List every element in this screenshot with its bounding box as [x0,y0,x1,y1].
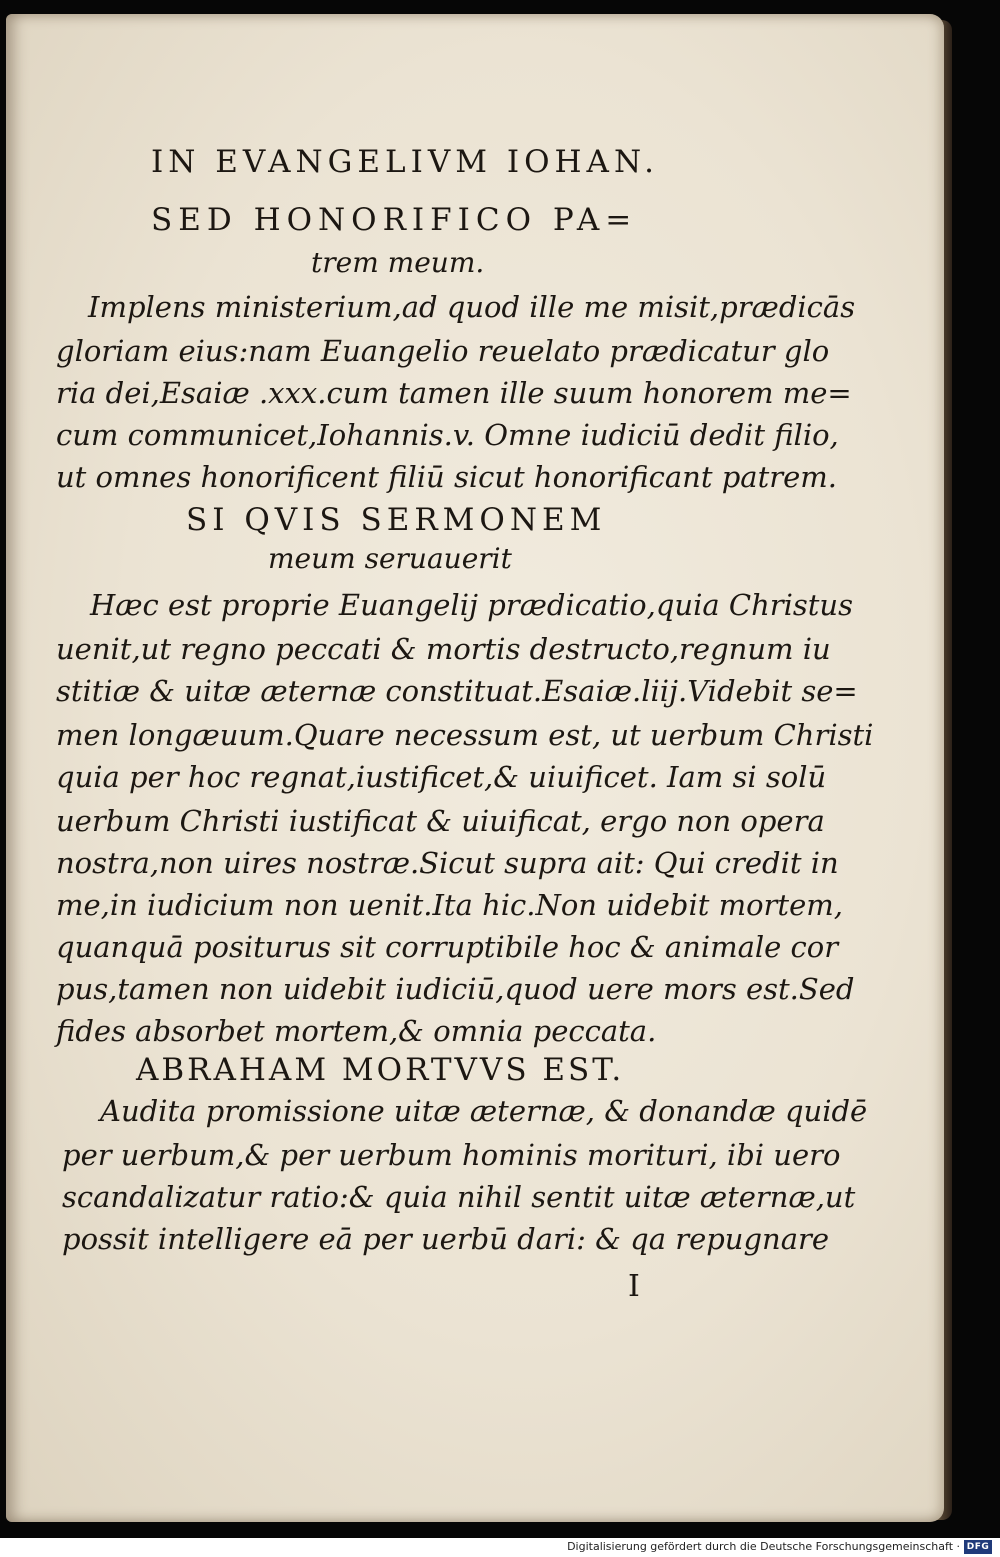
text-line: fides absorbet mortem,& omnia peccata. [56,1014,657,1048]
text-line: me,in iudicium non uenit.Ita hic.Non uidebit mortem, [56,888,843,922]
text-line: men longæuum.Quare necessum est, ut uerbum Christi [56,718,874,752]
funding-credit: Digitalisierung gefördert durch die Deutsche Forschungsgemeinschaft · [567,1540,960,1553]
text-line: per uerbum,& per uerbum hominis morituri, ibi uero [62,1138,841,1172]
text-line: quia per hoc regnat,iustificet,& uiuificet. Iam si solū [56,760,827,794]
text-line: stitiæ & uitæ æternæ constituat.Esaiæ.liij.Videbit se= [56,674,858,708]
text-line: ria dei,Esaiæ .xxx.cum tamen ille suum honorem me= [56,376,852,410]
section-heading: SI QVIS SERMONEM [186,502,607,538]
dfg-logo: DFG [964,1540,992,1554]
text-line: cum communicet,Iohannis.v. Omne iudiciū dedit filio, [56,418,839,452]
text-line: Hæc est proprie Euangelij prædicatio,quia Christus [90,588,853,622]
text-line: possit intelligere eā per uerbū dari: & qa repugnare [62,1222,830,1256]
section-heading: ABRAHAM MORTVVS EST. [136,1052,625,1088]
text-line: scandalizatur ratio:& quia nihil sentit uitæ æternæ,ut [62,1180,856,1214]
text-line: Implens ministerium,ad quod ille me misit,prædicās [88,290,856,324]
book-page [6,14,944,1522]
section-heading-continuation: meum seruauerit [268,542,512,575]
signature-mark: I [628,1269,640,1304]
text-line: nostra,non uires nostræ.Sicut supra ait: Qui credit in [56,846,839,880]
text-line: gloriam eius:nam Euangelio reuelato prædicatur glo [56,334,830,368]
text-line: quanquā positurus sit corruptibile hoc & animale cor [56,930,839,964]
section-heading-continuation: trem meum. [311,246,485,279]
text-line: pus,tamen non uidebit iudiciū,quod uere mors est.Sed [56,972,855,1006]
text-line: Audita promissione uitæ æternæ, & donandæ quidē [100,1094,868,1128]
text-line: uerbum Christi iustificat & uiuificat, ergo non opera [56,804,825,838]
text-line: uenit,ut regno peccati & mortis destructo,regnum iu [56,632,831,666]
running-head: IN EVANGELIVM IOHAN. [151,144,659,180]
text-line: ut omnes honorificent filiū sicut honorificant patrem. [56,460,837,494]
section-heading: SED HONORIFICO PA= [151,202,638,238]
